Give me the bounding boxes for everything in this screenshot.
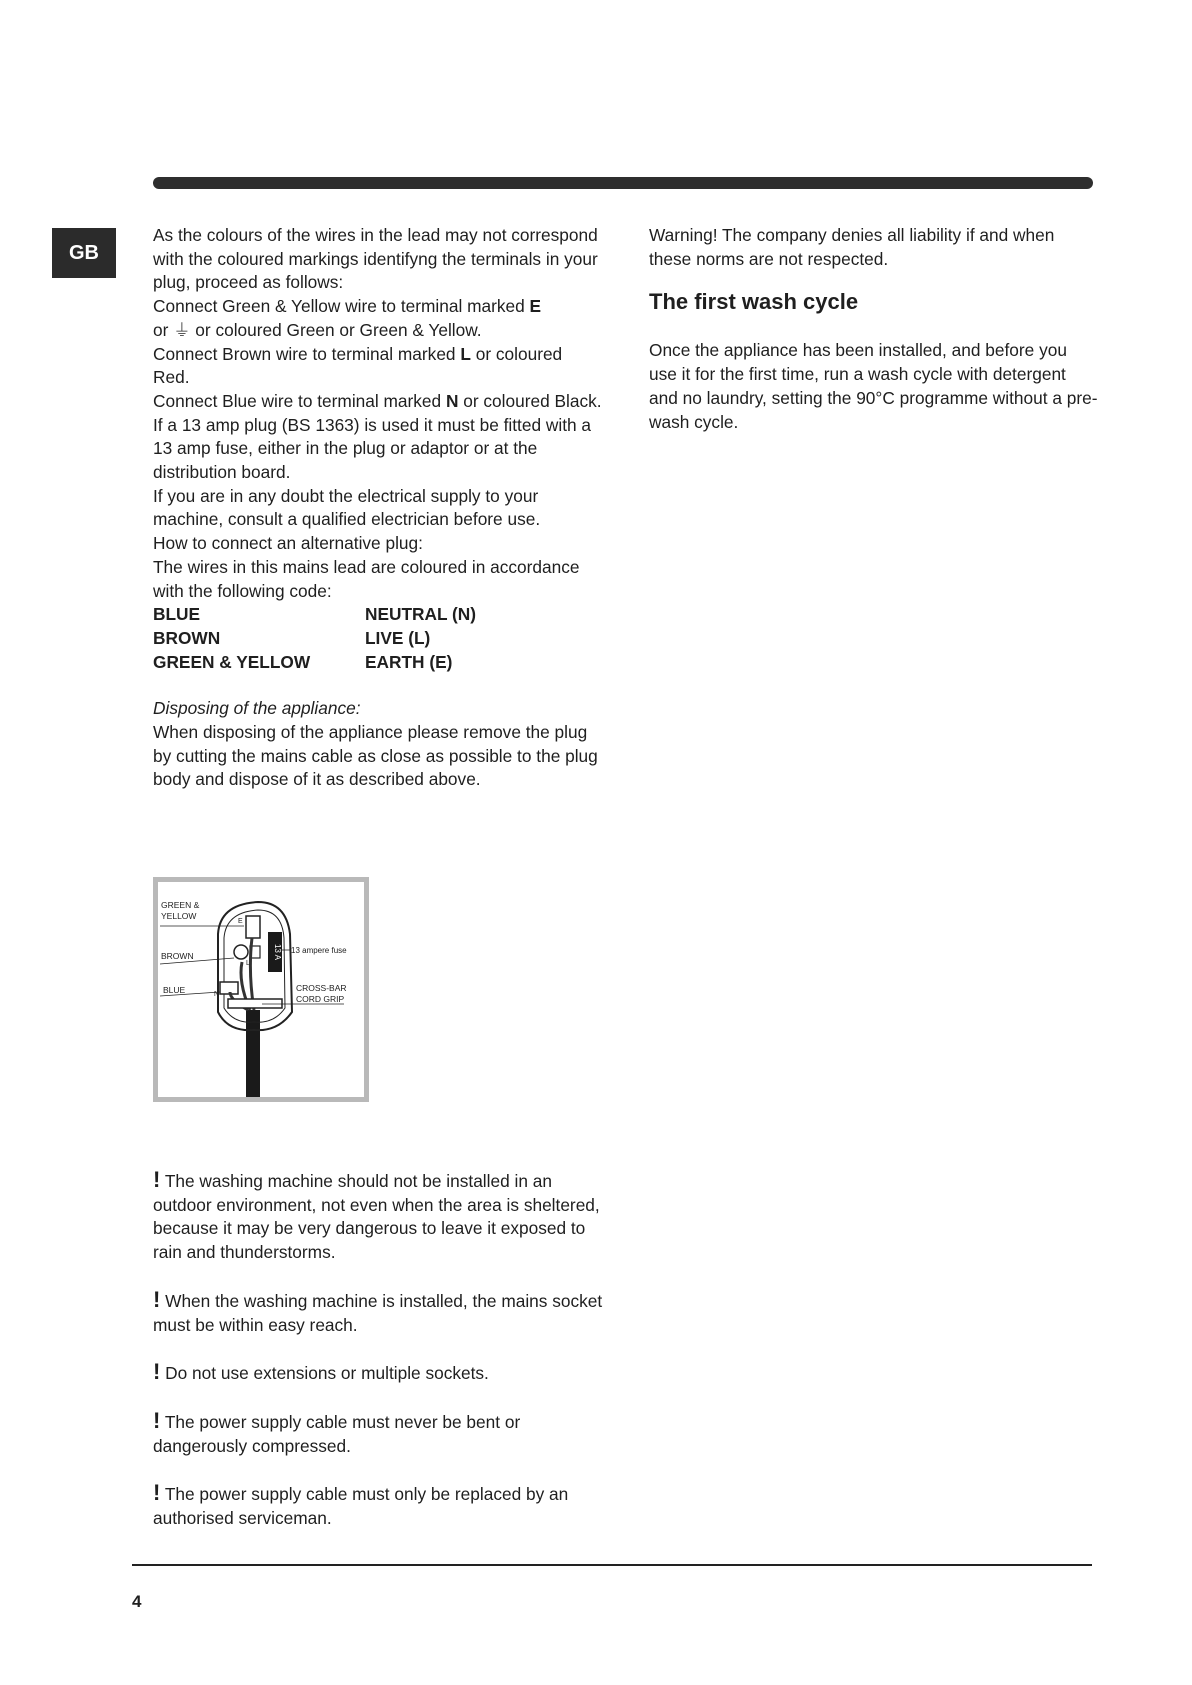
earth-icon: ⏚ — [173, 319, 191, 340]
wire-code-row: BLUE NEUTRAL (N) — [153, 604, 477, 625]
disposing-title: Disposing of the appliance: — [153, 698, 361, 719]
warning-item: ! Do not use extensions or multiple sockets. — [153, 1359, 489, 1385]
amp-plug-line-b: 13 amp fuse, either in the plug or adaptor or at the distribution board. — [153, 438, 538, 483]
language-tab: GB — [52, 228, 116, 278]
connect-green-line: Connect Green & Yellow wire to terminal marked E or ⏚ or coloured Green or Green & Yellow. — [153, 296, 542, 340]
header-rule — [153, 177, 1093, 189]
section-heading: The first wash cycle — [649, 289, 859, 315]
terminal-n-label: N — [214, 991, 220, 998]
right-column — [649, 224, 1099, 434]
wire-code-row: BROWN LIVE (L) — [153, 627, 431, 648]
exclamation-icon: ! — [153, 1480, 161, 1506]
fuse-mark: 13 A — [273, 943, 282, 961]
label-green-yellow-2: YELLOW — [161, 911, 197, 921]
disposing-text: When disposing of the appliance please remove the plug by cutting the mains cable as close as possible to the plug body and dispose of it as described above. — [153, 722, 598, 790]
label-brown: BROWN — [161, 951, 194, 961]
wires-code-line: The wires in this mains lead are coloured in accordance with the following code: — [153, 556, 580, 601]
plug-wiring-diagram — [153, 877, 369, 1102]
first-wash-text: Once the appliance has been installed, and before you use it for the first time, run a wash cycle with detergent and no laundry, setting the 90°C programme without a pre-wash cycle. — [649, 340, 1098, 432]
exclamation-icon: ! — [153, 1167, 161, 1192]
wire-code-table — [153, 603, 603, 674]
page-number: 4 — [132, 1592, 142, 1611]
doubt-paragraph: If you are in any doubt the electrical supply to your machine, consult a qualified electrician before use. — [153, 485, 541, 530]
label-crossbar-2: CORD GRIP — [296, 994, 345, 1004]
intro-paragraph: As the colours of the wires in the lead may not correspond with the coloured markings identifyng the terminals in your plug, proceed as follows: — [153, 225, 598, 293]
footer-rule — [132, 1564, 1092, 1566]
amp-plug-line-a: If a 13 amp plug (BS 1363) is used it must be fitted with a — [153, 414, 592, 435]
exclamation-icon: ! — [153, 1407, 161, 1433]
label-green-yellow-1: GREEN & — [161, 900, 200, 910]
left-column — [153, 224, 603, 792]
connect-brown-line: Connect Brown wire to terminal marked L or coloured Red. — [153, 343, 563, 388]
warning-item: ! When the washing machine is installed, the mains socket must be within easy reach. — [153, 1286, 603, 1335]
exclamation-icon: ! — [153, 1359, 161, 1385]
warnings-list — [153, 1168, 603, 1554]
liability-warning: Warning! The company denies all liability if and when these norms are not respected. — [649, 225, 1055, 269]
terminal-e-label: E — [238, 918, 243, 925]
exclamation-icon: ! — [153, 1286, 161, 1312]
connect-blue-line: Connect Blue wire to terminal marked N or coloured Black. — [153, 390, 602, 411]
terminal-l-label: L — [246, 960, 250, 967]
warning-item: ! The washing machine should not be installed in an outdoor environment, not even when the area is sheltered, because it may be very dangerous to leave it exposed to rain and thunderstorms. — [153, 1167, 600, 1263]
warning-item: ! The power supply cable must only be replaced by an authorised serviceman. — [153, 1480, 569, 1529]
warning-item: ! The power supply cable must never be bent or dangerously compressed. — [153, 1407, 521, 1456]
wire-code-row: GREEN & YELLOW EARTH (E) — [153, 651, 453, 672]
how-to-line: How to connect an alternative plug: — [153, 533, 423, 554]
label-fuse: 13 ampere fuse — [291, 946, 347, 955]
label-blue: BLUE — [163, 985, 186, 995]
label-crossbar-1: CROSS-BAR — [296, 983, 347, 993]
